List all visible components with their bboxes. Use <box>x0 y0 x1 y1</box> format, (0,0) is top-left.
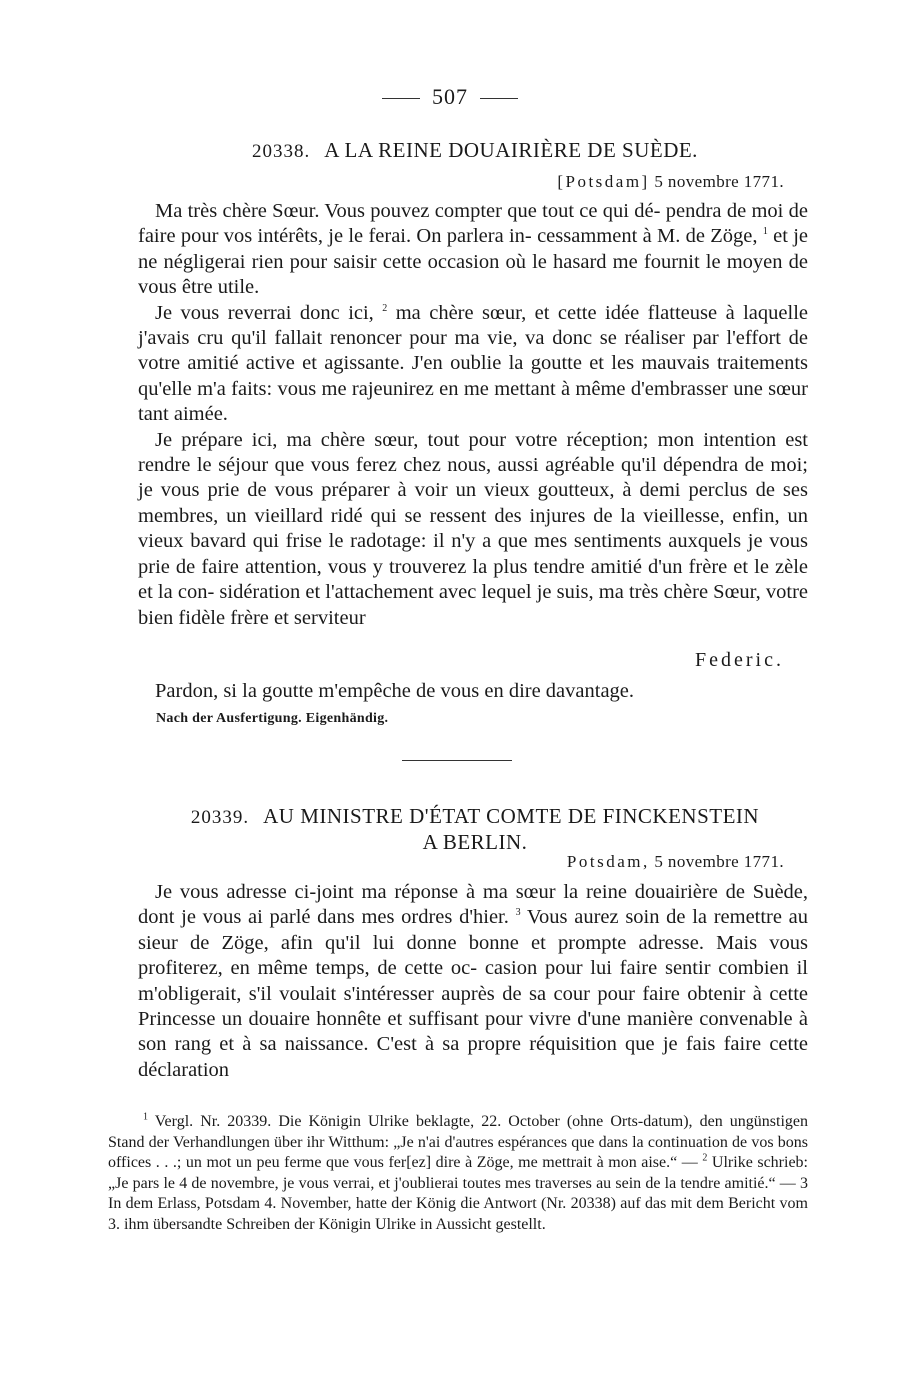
paragraph <box>138 880 808 1083</box>
text-line: Ma très chère Sœur. Vous pouvez compter que tout ce qui dé- <box>155 200 661 222</box>
text-line: intention est rendre le séjour que vous ferez chez nous, aussi agréable <box>138 428 809 477</box>
text-line: prompte adresse. Mais vous profiterez, en même temps, de cette oc- <box>138 931 809 980</box>
text-line: des injures de la vieillesse, enfin, un vieux bavard qui frise le radotage: <box>138 504 809 553</box>
postscript <box>138 679 808 704</box>
text-line: Je prépare ici, ma chère sœur, tout pour votre réception; mon <box>155 428 695 451</box>
text-line: ma chère sœur, et cette idée flatteuse <box>387 301 718 324</box>
footnote-mark: 2 <box>702 1152 708 1164</box>
letter-20339-body <box>138 880 808 1083</box>
text-line: vous y trouverez la plus tendre amitié d'un frère et le zèle et la con- <box>138 555 808 604</box>
footnote-mark: 1 <box>143 1111 148 1123</box>
footnote-text: Ulrike schrieb: „Je pars le 4 de novembre, je vous verrai, et j'oublierai toutes mes traverses au sein de la tendre amitié.“ — <box>108 1154 809 1192</box>
page-number <box>0 84 900 110</box>
text-line: et suffisant pour vivre d'une manière convenable à son rang et à sa <box>138 1008 809 1056</box>
letter-20338-body <box>138 199 808 631</box>
text-line: occasion où le hasard me fournit le moyen de vous être utile. <box>138 250 809 299</box>
text-line: Je vous adresse ci-joint ma réponse à ma sœur la reine douairière <box>155 881 718 903</box>
letter-20338-heading <box>140 138 810 163</box>
page-number-dash-left <box>382 98 420 99</box>
footnote-block <box>108 1112 808 1236</box>
paragraph <box>138 199 808 301</box>
text-line: casion pour lui faire sentir combien il m'obligerait, s'il voulait s'intéresser <box>138 957 809 1005</box>
footnote-ref[interactable]: 2 <box>382 302 388 314</box>
date-place: [Potsdam] <box>557 172 650 191</box>
letter-title: AU MINISTRE D'ÉTAT COMTE DE FINCKENSTEIN <box>263 804 760 828</box>
footnotes <box>108 1112 808 1236</box>
text-line: auprès de sa cour pour faire obtenir à cette Princesse un douaire honnête <box>138 982 809 1031</box>
text-line: pendra de moi de faire pour vos intérêts, je le ferai. On parlera in- <box>138 200 808 248</box>
section-divider <box>402 760 512 761</box>
text-line: naissance. C'est à sa propre réquisition que je fais faire cette déclaration <box>138 1033 809 1081</box>
paragraph <box>138 301 808 428</box>
date-place: Potsdam, <box>566 852 650 871</box>
footnote-text: In dem Erlass, Potsdam 4. November, hatte der König die Antwort (Nr. 20338) auf das mit dem Bericht vom 3. ihm übersandte Schreiben der Königin Ulrike in Aussicht gestellt. <box>108 1195 808 1233</box>
text-line: il n'y a que mes sentiments auxquels je vous prie de faire attention, <box>138 530 808 578</box>
text-line: en me mettant à même d'embrasser une sœur tant aimée. <box>138 377 808 426</box>
text-line: cessamment à M. de Zöge, <box>537 225 763 248</box>
letter-title-line2: A BERLIN. <box>422 830 528 854</box>
text-line: qu'il dépendra de moi; je vous prie de vous préparer à voir un vieux <box>138 454 808 502</box>
text-line: réaliser par l'effort de votre amitié active et agissante. J'en oublie la <box>138 327 809 375</box>
text-line: votre bien fidèle frère et serviteur <box>138 581 808 629</box>
text-line: soin de la remettre au sieur de Zöge, afin qu'il lui donne bonne et <box>138 906 809 954</box>
footnote-ref[interactable]: 3 <box>515 907 521 919</box>
footnote-mark: 3 <box>800 1174 808 1192</box>
paragraph <box>138 428 808 631</box>
date-day: 5 novembre 1771. <box>654 852 784 871</box>
text-line: et je ne négligerai rien pour saisir cette <box>138 225 809 273</box>
date-day: 5 novembre 1771. <box>654 172 784 191</box>
page-number-dash-right <box>480 98 518 99</box>
source-note: Nach der Ausfertigung. Eigenhändig. <box>156 711 389 726</box>
page-number-text: 507 <box>432 84 468 109</box>
letter-number: 20339. <box>190 807 250 828</box>
letter-20339-heading <box>140 804 810 829</box>
postscript-text: Pardon, si la goutte m'empêche de vous en dire davantage. <box>155 680 635 702</box>
text-line: Vous aurez <box>520 906 619 929</box>
footnote-text: Vergl. Nr. 20339. Die Königin Ulrike beklagte, 22. October (ohne Orts-datum), den ungünstigen Stand der Verhandlungen über ihr Witthum: „Je n'ai d'autres espérances que dans la continuation de vos bons offices . . .; un mot un peu ferme que vous fer[ez] dire à Zöge, me mettrait à mon aise.“ — <box>108 1113 808 1172</box>
footnote-ref[interactable]: 1 <box>762 226 768 238</box>
text-line: goutteux, à demi perclus de ses membres, un vieillard ridé qui se ressent <box>138 479 808 527</box>
text-line: à laquelle j'avais cru qu'il fallait renoncer pour ma vie, va donc se <box>138 301 808 350</box>
letter-number: 20338. <box>252 141 311 162</box>
letter-20338-date <box>557 172 784 192</box>
letter-title: A LA REINE DOUAIRIÈRE DE SUÈDE. <box>324 138 698 162</box>
text-line: sidération et l'attachement avec lequel je suis, ma très chère Sœur, <box>219 581 761 604</box>
text-line: goutte et les mauvais traitements qu'elle m'a faits: vous me rajeunirez <box>138 352 809 400</box>
text-line: Je vous reverrai donc ici, <box>155 301 383 324</box>
text-line: de Suède, dont je vous ai parlé dans mes ordres d'hier. <box>138 881 809 929</box>
signature: Federic. <box>695 649 784 671</box>
letter-20339-date <box>567 852 784 872</box>
